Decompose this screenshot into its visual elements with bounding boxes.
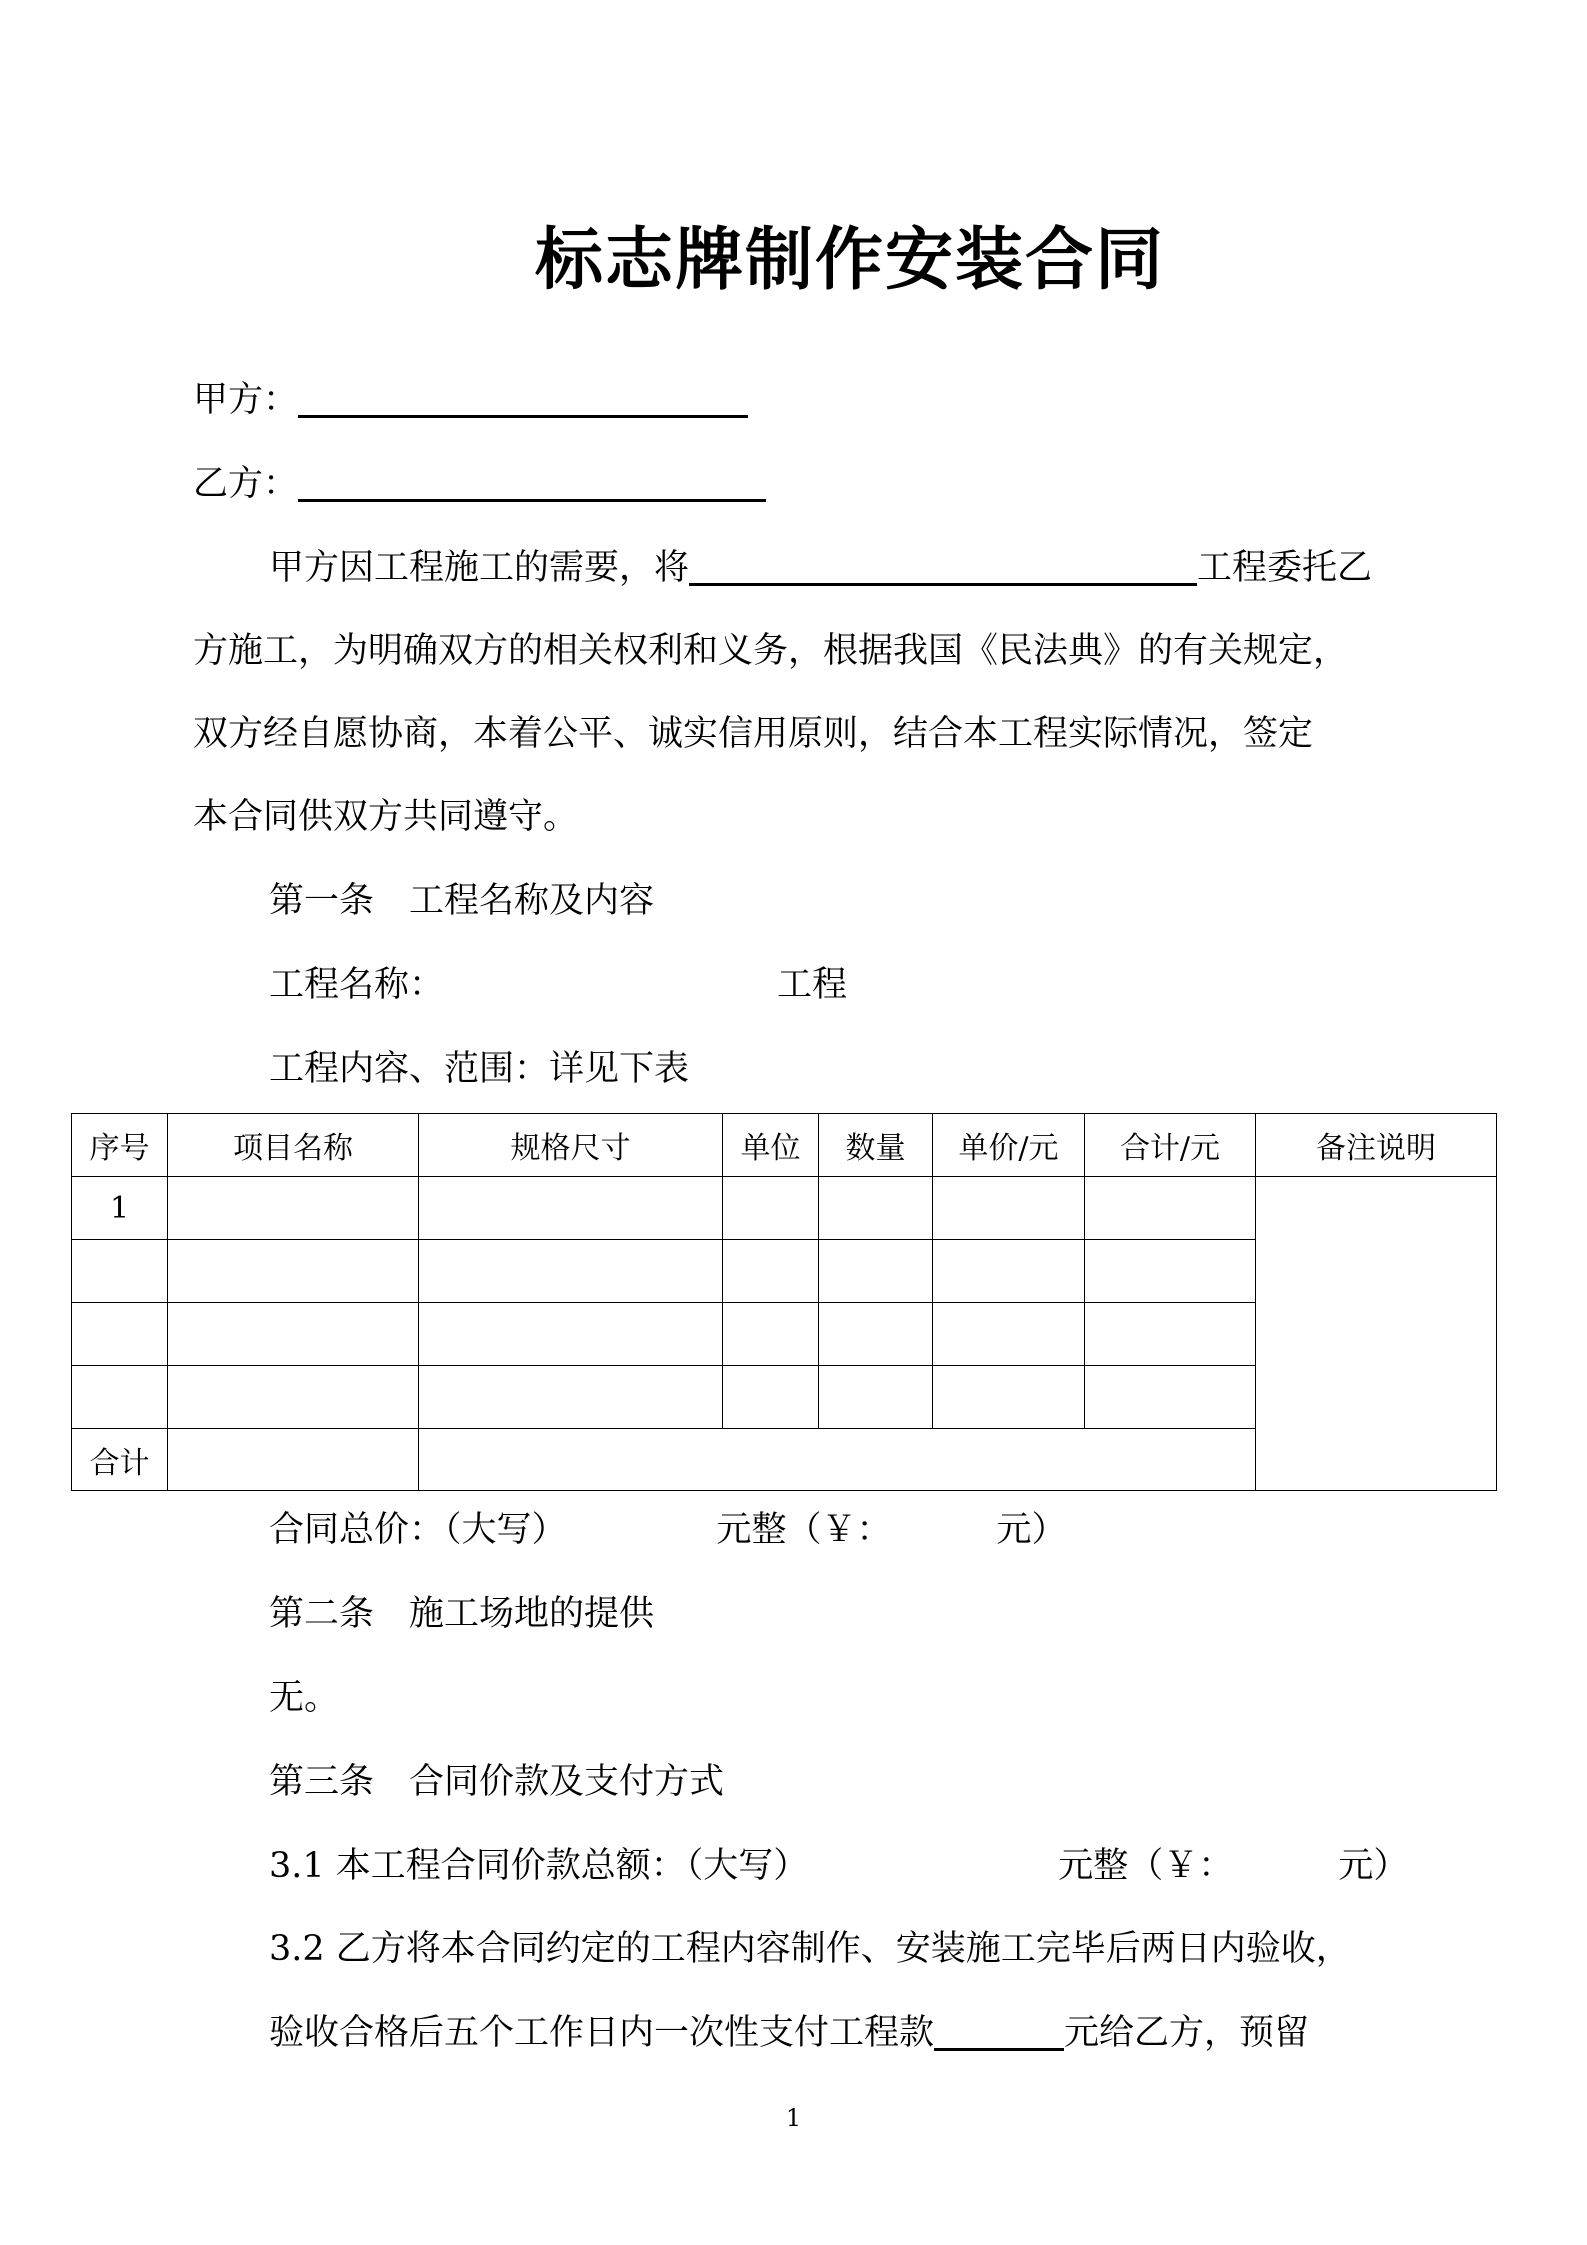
total-label-cell: 合计 — [72, 1429, 168, 1491]
table-cell[interactable] — [1085, 1366, 1256, 1429]
table-cell[interactable] — [1085, 1303, 1256, 1366]
scope-line: 工程内容、范围：详见下表 — [269, 1049, 690, 1089]
table-cell[interactable] — [72, 1366, 168, 1429]
project-name-line — [269, 965, 848, 1005]
total-price-line — [269, 1510, 1067, 1550]
project-name-suffix: 工程 — [777, 965, 848, 1005]
clause-3-2-text: 验收合格后五个工作日内一次性支付工程款 — [269, 2013, 935, 2053]
table-cell[interactable] — [933, 1303, 1085, 1366]
table-header-row — [72, 1114, 1497, 1177]
table-cell[interactable] — [168, 1240, 419, 1303]
intro-text: 甲方因工程施工的需要，将 — [269, 548, 690, 588]
table-cell[interactable] — [168, 1303, 419, 1366]
table-cell[interactable] — [1085, 1177, 1256, 1240]
items-table — [71, 1113, 1497, 1491]
table-cell[interactable] — [168, 1429, 419, 1491]
project-name-label: 工程名称： — [269, 965, 445, 1005]
col-header: 规格尺寸 — [419, 1114, 723, 1177]
clause-3-1 — [269, 1846, 1409, 1886]
clause-3-1-post: 元） — [1338, 1846, 1409, 1886]
payment-amount-blank[interactable] — [934, 2016, 1064, 2051]
article3-heading: 第三条 合同价款及支付方式 — [269, 1762, 725, 1802]
table-cell[interactable] — [723, 1303, 819, 1366]
table-cell[interactable] — [419, 1303, 723, 1366]
col-header: 序号 — [72, 1114, 168, 1177]
total-value-cell[interactable] — [419, 1429, 1256, 1491]
table-cell[interactable] — [419, 1240, 723, 1303]
page-number: 1 — [785, 2104, 802, 2132]
clause-3-2-line-1: 3.2 乙方将本合同约定的工程内容制作、安装施工完毕后两日内验收， — [269, 1929, 1351, 1969]
article1-heading: 第一条 工程名称及内容 — [269, 881, 655, 921]
article2-body: 无。 — [269, 1678, 340, 1718]
party-a-blank[interactable] — [298, 383, 748, 418]
table-cell[interactable] — [933, 1366, 1085, 1429]
clause-3-2-text: 元给乙方，预留 — [1064, 2013, 1310, 2053]
col-header: 项目名称 — [168, 1114, 419, 1177]
clause-3-1-mid: 元整（￥： — [1058, 1846, 1234, 1886]
table-cell[interactable] — [723, 1366, 819, 1429]
table-cell[interactable] — [168, 1177, 419, 1240]
party-b-line — [193, 464, 766, 504]
table-cell[interactable] — [1085, 1240, 1256, 1303]
intro-line-1 — [269, 548, 1373, 588]
total-price-label: 合同总价：（大写） — [269, 1510, 567, 1550]
table-cell[interactable] — [819, 1303, 933, 1366]
table-cell[interactable] — [819, 1240, 933, 1303]
col-header: 数量 — [819, 1114, 933, 1177]
intro-line-3: 双方经自愿协商，本着公平、诚实信用原则，结合本工程实际情况，签定 — [193, 714, 1314, 754]
col-header: 合计/元 — [1085, 1114, 1256, 1177]
table-cell[interactable] — [933, 1177, 1085, 1240]
party-b-label: 乙方： — [193, 464, 299, 504]
party-b-blank[interactable] — [298, 467, 766, 502]
article2-heading: 第二条 施工场地的提供 — [269, 1594, 655, 1634]
table-cell[interactable] — [933, 1240, 1085, 1303]
col-header: 备注说明 — [1256, 1114, 1497, 1177]
party-a-label: 甲方： — [193, 380, 299, 420]
table-cell[interactable] — [419, 1177, 723, 1240]
row-number-cell: 1 — [72, 1177, 168, 1240]
col-header: 单价/元 — [933, 1114, 1085, 1177]
table-cell[interactable] — [72, 1240, 168, 1303]
table-cell[interactable] — [419, 1366, 723, 1429]
remarks-cell[interactable] — [1256, 1177, 1497, 1491]
total-price-post: 元） — [996, 1510, 1067, 1550]
table-cell[interactable] — [168, 1366, 419, 1429]
party-a-line — [193, 380, 748, 420]
table-cell[interactable] — [723, 1240, 819, 1303]
clause-3-1-label: 3.1 本工程合同价款总额：（大写） — [269, 1846, 809, 1886]
page-title: 标志牌制作安装合同 — [534, 220, 1165, 300]
clause-3-2-line-2 — [269, 2013, 1310, 2053]
intro-line-2: 方施工，为明确双方的相关权利和义务，根据我国《民法典》的有关规定， — [193, 631, 1349, 671]
intro-text: 工程委托乙 — [1197, 548, 1373, 588]
total-price-mid: 元整（￥： — [716, 1510, 892, 1550]
intro-line-4: 本合同供双方共同遵守。 — [193, 797, 579, 837]
col-header: 单位 — [723, 1114, 819, 1177]
table-cell[interactable] — [819, 1177, 933, 1240]
project-blank[interactable] — [689, 551, 1197, 586]
table-row — [72, 1177, 1497, 1240]
table-cell[interactable] — [723, 1177, 819, 1240]
table-cell[interactable] — [72, 1303, 168, 1366]
table-cell[interactable] — [819, 1366, 933, 1429]
